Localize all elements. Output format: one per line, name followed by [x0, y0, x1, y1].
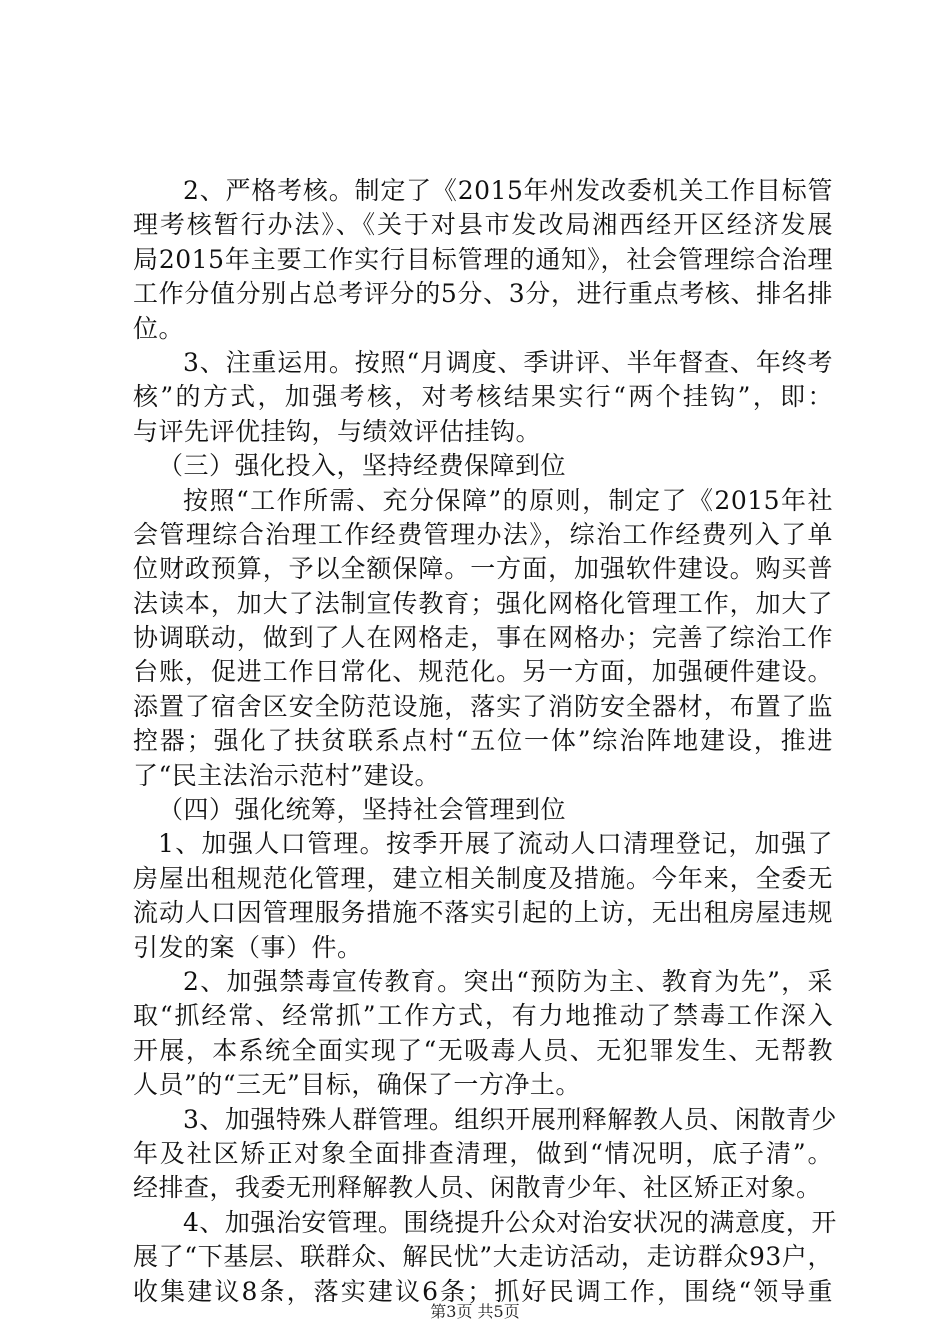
text-line: 引发的案（事）件。: [133, 932, 363, 962]
text-line: 2、加强禁毒宣传教育。突出“预防为主、教育为先”，采: [183, 966, 833, 996]
text-line: 工作分值分别占总考评分的5分、3分，进行重点考核、排名排: [133, 279, 833, 309]
text-line: 局2015年主要工作实行目标管理的通知》，社会管理综合治理: [133, 244, 833, 274]
text-line: 取“抓经常、经常抓”工作方式，有力地推动了禁毒工作深入: [133, 1001, 833, 1031]
text-line: 开展，本系统全面实现了“无吸毒人员、无犯罪发生、无帮教: [133, 1035, 833, 1065]
text-line: 4、加强治安管理。围绕提升公众对治安状况的满意度，开: [183, 1207, 837, 1237]
text-line: 与评先评优挂钩，与绩效评估挂钩。: [133, 416, 542, 446]
text-line: 收集建议8条，落实建议6条；抓好民调工作，围绕“领导重: [133, 1276, 833, 1306]
text-line: 1、加强人口管理。按季开展了流动人口清理登记，加强了: [158, 829, 833, 859]
text-line: 人员”的“三无”目标，确保了一方净土。: [133, 1070, 581, 1100]
text-line: 协调联动，做到了人在网格走，事在网格办；完善了综治工作: [133, 623, 833, 653]
paragraph: [133, 1206, 837, 1309]
text-line: 展了“下基层、联群众、解民忧”大走访活动，走访群众93户，: [133, 1242, 833, 1272]
section-heading: （三）强化投入，坚持经费保障到位: [158, 451, 567, 481]
text-line: 按照“工作所需、充分保障”的原则，制定了《2015年社: [183, 485, 833, 515]
section-heading: （四）强化统筹，坚持社会管理到位: [158, 795, 567, 825]
paragraph: [133, 174, 833, 346]
text-line: 台账，促进工作日常化、规范化。另一方面，加强硬件建设。: [133, 657, 833, 687]
paragraph: [133, 827, 833, 965]
page-number-footer: 第3页 共5页: [430, 1302, 520, 1321]
text-line: 了“民主法治示范村”建设。: [133, 760, 441, 790]
text-line: 添置了宿舍区安全防范设施，落实了消防安全器材，布置了监: [133, 691, 833, 721]
text-line: 房屋出租规范化管理，建立相关制度及措施。今年来，全委无: [133, 863, 833, 893]
text-line: 年及社区矫正对象全面排查清理，做到“情况明，底子清”。: [133, 1138, 833, 1168]
document-body: [133, 174, 837, 1309]
text-line: 会管理综合治理工作经费管理办法》，综治工作经费列入了单: [133, 519, 833, 549]
text-line: 3、加强特殊人群管理。组织开展刑释解教人员、闲散青少: [183, 1104, 837, 1134]
text-line: 控器；强化了扶贫联系点村“五位一体”综治阵地建设，推进: [133, 726, 833, 756]
text-line: 位财政预算，予以全额保障。一方面，加强软件建设。购买普: [133, 554, 833, 584]
text-line: 3、注重运用。按照“月调度、季讲评、半年督查、年终考: [183, 347, 833, 377]
paragraph: [133, 484, 833, 794]
text-line: 2、严格考核。制定了《2015年州发改委机关工作目标管: [183, 176, 833, 205]
text-line: 理考核暂行办法》、《关于对县市发改局湘西经开区经济发展: [133, 210, 833, 240]
paragraph: [133, 346, 833, 449]
paragraph: [133, 965, 833, 1103]
text-line: 经排查，我委无刑释解教人员、闲散青少年、社区矫正对象。: [133, 1173, 822, 1203]
paragraph: [133, 1103, 837, 1206]
text-line: 流动人口因管理服务措施不落实引起的上访，无出租房屋违规: [133, 898, 833, 928]
text-line: 核”的方式，加强考核，对考核结果实行“两个挂钩”，即：: [133, 382, 833, 412]
text-line: 法读本，加大了法制宣传教育；强化网格化管理工作，加大了: [133, 588, 833, 618]
text-line: 位。: [133, 313, 185, 343]
